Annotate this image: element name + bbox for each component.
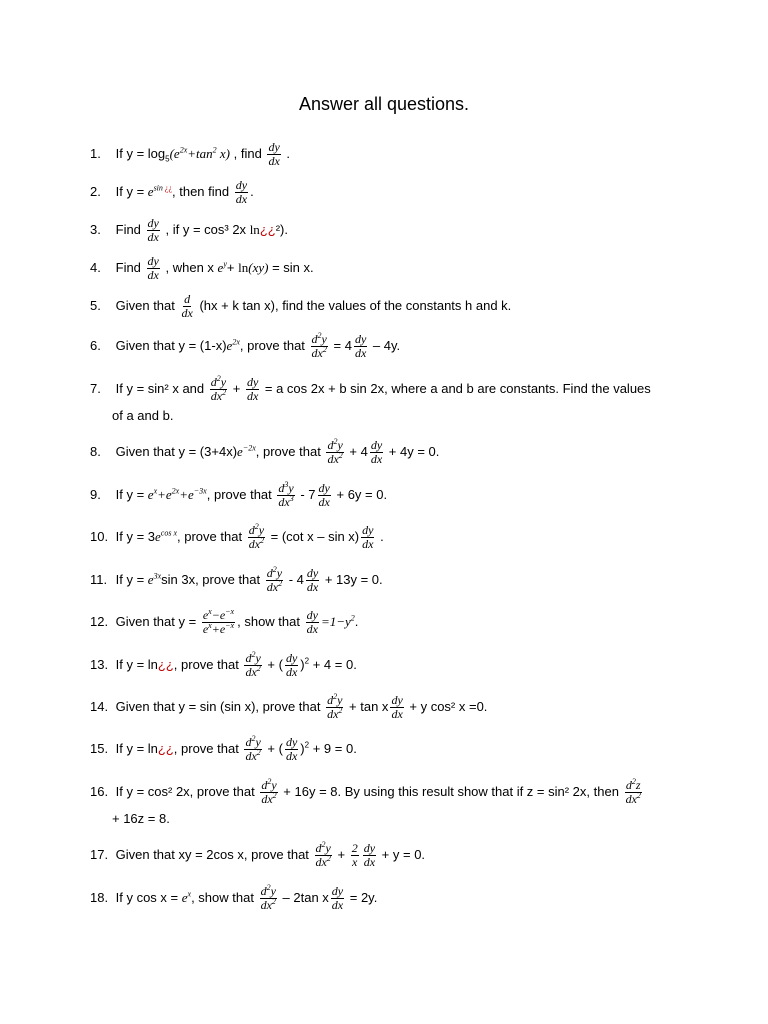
question-14: 14. Given that y = sin (sin x), prove that $\frac{d^2y}{dx^2}$ + tan x $\frac{dy}{dx}$ + y cos² x =0. bbox=[90, 692, 488, 721]
question-18: 18. If y $\cos x = e^x$, show that $\frac{d^2y}{dx^2}$ – 2tan x $\frac{dy}{dx}$ = 2y. bbox=[90, 883, 378, 912]
fraction-dy-dx: $\frac{dy}{dx}$ bbox=[285, 651, 298, 679]
fraction-d2y-dx2: $\frac{d^2y}{dx^2}$ bbox=[327, 692, 343, 721]
fraction-dy-dx: $\frac{dy}{dx}$ bbox=[306, 566, 319, 594]
question-4: 4. Find $\frac{dy}{dx}$ , when x $e^y+ \ln(xy) = \sin x$. bbox=[90, 254, 314, 282]
question-3: 3. Find $\frac{dy}{dx}$ , if y = cos³ 2x ln¿¿²). bbox=[90, 216, 288, 244]
fraction-dy-dx: $\frac{dy}{dx}$ bbox=[363, 841, 376, 869]
fraction-d2y-dx2: $\frac{d^2y}{dx^2}$ bbox=[261, 777, 277, 806]
fraction-exponential: $\frac{e^x-e^{-x}}{e^x+e^{-x}}$ bbox=[202, 607, 235, 636]
question-11: 11. If $y = e^{3x}\sin$ 3x, prove that $\frac{d^2y}{dx^2}$ - 4 $\frac{dy}{dx}$ + 13y = 0. bbox=[90, 565, 383, 594]
question-8: 8. Given that $y = (3+4x)e^{-2x}$, prove that $\frac{d^2y}{dx^2}$ + 4 $\frac{dy}{dx}$ + 4y = 0. bbox=[90, 437, 440, 466]
question-7-continued: of a and b. bbox=[112, 408, 174, 423]
page-title: Answer all questions. bbox=[298, 94, 470, 114]
fraction-d3y-dx3: $\frac{d^3y}{dx^3}$ bbox=[278, 480, 294, 509]
fraction-dy-dx: $\frac{dy}{dx}$ bbox=[235, 178, 248, 206]
fraction-d2y-dx2: $\frac{d^2y}{dx^2}$ bbox=[327, 437, 343, 466]
question-13: 13. If y = ln¿¿, prove that $\frac{d^2y}{dx^2}$ + ( $\frac{dy}{dx}$ )$^2$ + 4 = 0. bbox=[90, 650, 357, 679]
question-1: 1. If $y = \log_5(e^{2x}+\tan^2$ x) , find $\frac{dy}{dx}$ . bbox=[90, 140, 291, 168]
question-2: 2. If $y = e^{sin ¿¿}$, then find $\frac{dy}{dx}$ . bbox=[90, 178, 254, 206]
fraction-dy-dx: $\frac{dy}{dx}$ bbox=[306, 608, 318, 636]
question-6: 6. Given that $y = (1-x)e^{2x}$, prove that $\frac{d^2y}{dx^2}$ = 4 $\frac{dy}{dx}$ – 4y. bbox=[90, 331, 401, 360]
fraction-dy-dx: $\frac{dy}{dx}$ bbox=[246, 375, 259, 403]
question-16: 16. If y = cos² 2x, prove that $\frac{d^2y}{dx^2}$ + 16y = 8. By using this result show that if z = sin² 2x, then $\frac{d^2z}{dx^2}$ bbox=[90, 777, 641, 806]
fraction-d-dx: $\frac{d}{dx}$ bbox=[181, 292, 193, 320]
fraction-d2y-dx2: $\frac{d^2y}{dx^2}$ bbox=[266, 565, 283, 594]
fraction-2-x: $\frac{2}{x}$ bbox=[351, 841, 358, 869]
fraction-dy-dx: $\frac{dy}{dx}$ bbox=[370, 438, 383, 466]
fraction-dy-dx: $\frac{dy}{dx}$ bbox=[391, 693, 403, 721]
fraction-d2y-dx2: $\frac{d^2y}{dx^2}$ bbox=[260, 883, 276, 912]
question-16-continued: + 16z = 8. bbox=[112, 811, 170, 826]
fraction-dy-dx: $\frac{dy}{dx}$ bbox=[362, 523, 374, 551]
fraction-d2y-dx2: $\frac{d^2y}{dx^2}$ bbox=[245, 734, 261, 763]
fraction-d2z-dx2: $\frac{d^2z}{dx^2}$ bbox=[625, 777, 641, 806]
fraction-dy-dx: $\frac{dy}{dx}$ bbox=[331, 884, 344, 912]
fraction-d2y-dx2: $\frac{d^2y}{dx^2}$ bbox=[315, 840, 331, 869]
question-15: 15. If y = ln¿¿, prove that $\frac{d^2y}{dx^2}$ + ( $\frac{dy}{dx}$ )$^2$ + 9 = 0. bbox=[90, 734, 357, 763]
fraction-d2y-dx2: $\frac{d^2y}{dx^2}$ bbox=[210, 374, 227, 403]
question-12: 12. Given that y = $\frac{e^x-e^{-x}}{e^x+e^{-x}}$ , show that $\frac{dy}{dx}$ $=1-y^2$. bbox=[90, 607, 359, 636]
question-5: 5. Given that $\frac{d}{dx}$ (hx + k tan x), find the values of the constants h and k. bbox=[90, 292, 512, 320]
fraction-dy-dx: $\frac{dy}{dx}$ bbox=[318, 481, 330, 509]
question-7: 7. If y = sin² x and $\frac{d^2y}{dx^2}$ + $\frac{dy}{dx}$ = a cos 2x + b sin 2x, where a and b are constants. Find the values bbox=[90, 374, 651, 403]
question-17: 17. Given that xy = 2cos x, prove that $\frac{d^2y}{dx^2}$ + $\frac{2}{x}$ $\frac{dy}{dx}$ + y = 0. bbox=[90, 840, 426, 869]
question-10: 10. If $y = 3e^{cos x}$, prove that $\frac{d^2y}{dx^2}$ = (cot x – sin x) $\frac{dy}{dx}$ . bbox=[90, 522, 384, 551]
fraction-d2y-dx2: $\frac{d^2y}{dx^2}$ bbox=[311, 331, 327, 360]
fraction-dy-dx: $\frac{dy}{dx}$ bbox=[147, 216, 159, 244]
fraction-d2y-dx2: $\frac{d^2y}{dx^2}$ bbox=[245, 650, 261, 679]
fraction-d2y-dx2: $\frac{d^2y}{dx^2}$ bbox=[248, 522, 265, 551]
fraction-dy-dx: $\frac{dy}{dx}$ bbox=[147, 254, 159, 282]
fraction-dy-dx: $\frac{dy}{dx}$ bbox=[285, 735, 298, 763]
fraction-dy-dx: $\frac{dy}{dx}$ bbox=[354, 332, 367, 360]
fraction-dy-dx: $\frac{dy}{dx}$ bbox=[268, 140, 280, 168]
question-9: 9. If $y = e^x+e^{2x}+e^{-3x}$, prove that $\frac{d^3y}{dx^3}$ - 7 $\frac{dy}{dx}$ + 6y = 0. bbox=[90, 480, 388, 509]
